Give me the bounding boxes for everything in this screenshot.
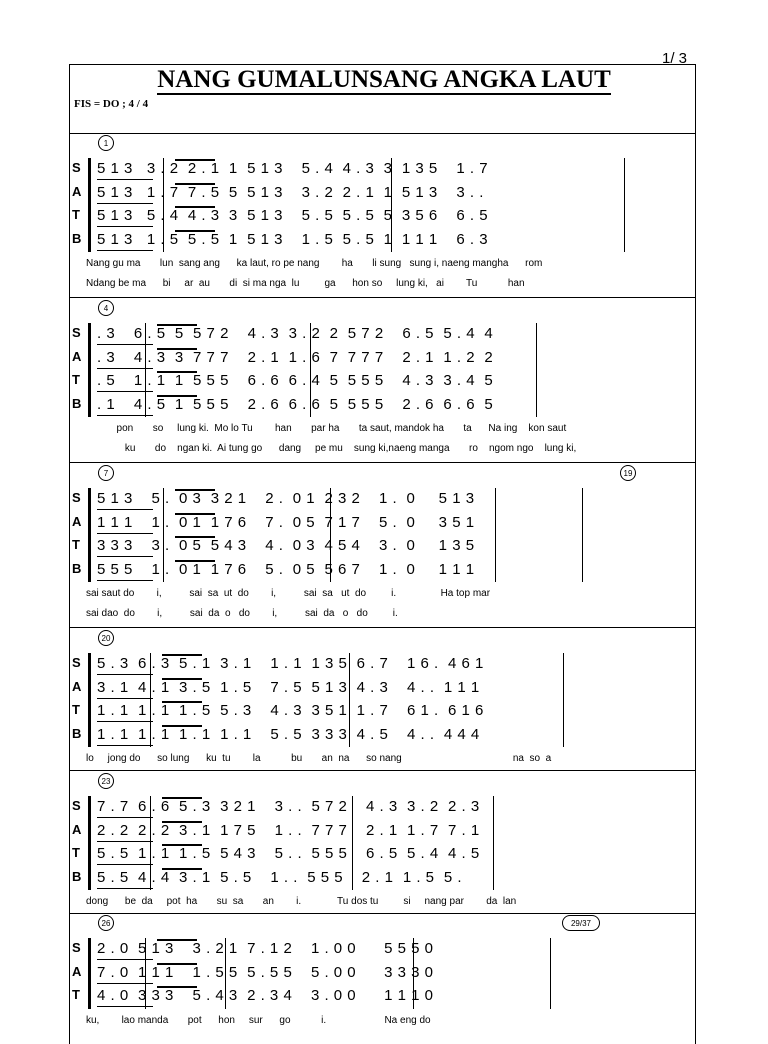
lyric-line: dong be da pot ha su sa an i. Tu dos tu si nang par da lan <box>86 896 517 907</box>
bar-line <box>582 488 583 582</box>
voice-label: S <box>72 490 81 505</box>
lyric-line: Ndang be ma bi ar au di si ma nga lu ga hon so lung ki, ai Tu han <box>86 278 525 289</box>
bar-line <box>352 796 353 890</box>
voice-notes: 2 . 0 5 1 3 3 . 2 1 7 . 1 2 1 . 0 0 5 5 5 0 <box>97 940 434 957</box>
beam-line <box>97 841 153 842</box>
beam-line <box>97 533 153 534</box>
voice-label: T <box>72 537 80 552</box>
lyric-line: sai saut do i, sai sa ut do i, sai sa ut do i. Ha top mar <box>86 588 491 599</box>
system-start-bar <box>88 323 91 417</box>
overline <box>157 939 197 941</box>
voice-label: T <box>72 987 80 1002</box>
system-start-bar <box>88 938 91 1009</box>
voice-label: T <box>72 207 80 222</box>
voice-notes: 7 . 7 6 . 6 5 . 3 3 2 1 3 . . 5 7 2 4 . 3 3 . 2 2 . 3 <box>97 798 480 815</box>
overline <box>157 395 197 397</box>
system-separator <box>69 133 696 134</box>
overline <box>175 560 215 562</box>
beam-line <box>97 509 153 510</box>
beam-line <box>97 864 153 865</box>
system-separator <box>69 627 696 628</box>
voice-notes: 2 . 2 2 . 2 3 . 1 1 7 5 1 . . 7 7 7 2 . 1 1 . 7 7 . 1 <box>97 821 480 839</box>
voice-label: S <box>72 655 81 670</box>
bar-line <box>145 938 146 1009</box>
system-start-bar <box>88 158 91 252</box>
overline <box>157 963 197 965</box>
voice-notes: 1 . 1 1 . 1 1 . 1 1 . 1 5 . 5 3 3 3 4 . 5 4 . . 4 4 4 <box>97 725 480 743</box>
lyric-line: Nang gu ma lun sang ang ka laut, ro pe nang ha li sung sung i, naeng mangha rom <box>86 258 543 269</box>
overline <box>175 489 215 491</box>
voice-label: B <box>72 560 82 576</box>
beam-line <box>97 721 153 722</box>
lyric-line: lo jong do so lung ku tu la bu an na so nang na so a <box>86 753 552 764</box>
bar-line <box>150 796 151 890</box>
song-title <box>0 66 768 94</box>
voice-notes: 5 . 3 6 . 3 5 . 1 3 . 1 1 . 1 1 3 5 6 . 7 1 6 . 4 6 1 <box>97 655 484 672</box>
voice-label: S <box>72 798 81 813</box>
beam-line <box>97 250 153 251</box>
overline <box>175 206 215 208</box>
bar-line <box>391 158 392 252</box>
measure-number: 20 <box>98 630 114 646</box>
voice-notes: 3 3 3 3 . 0 5 5 4 3 4 . 0 3 4 5 4 3 . 0 1 3 5 <box>97 537 475 554</box>
bar-line <box>330 488 331 582</box>
overline <box>175 513 215 515</box>
overline <box>162 725 202 727</box>
voice-notes: 5 1 3 1 . 5 5 . 5 1 5 1 3 1 . 5 5 . 5 1 1 1 1 6 . 3 <box>97 230 489 248</box>
overline <box>162 654 202 656</box>
lyric-line: pon so lung ki. Mo lo Tu han par ha ta saut, mandok ha ta Na ing kon saut <box>86 423 567 434</box>
bar-line <box>145 323 146 417</box>
measure-number: 7 <box>98 465 114 481</box>
voice-label: T <box>72 372 80 387</box>
lyric-line: ku, lao manda pot hon sur go i. Na eng do <box>86 1014 431 1026</box>
page-number: 1/ 3 <box>662 50 688 67</box>
bar-line <box>536 323 537 417</box>
voice-notes: 3 . 1 4 . 1 3 . 5 1 . 5 7 . 5 5 1 3 4 . 3 4 . . 1 1 1 <box>97 678 480 696</box>
bar-line <box>624 158 625 252</box>
voice-label: B <box>72 725 82 741</box>
beam-line <box>97 745 153 746</box>
voice-label: A <box>72 348 82 364</box>
measure-number: 1 <box>98 135 114 151</box>
song-title-text: NANG GUMALUNSANG ANGKA LAUT <box>157 66 611 93</box>
system-separator <box>69 770 696 771</box>
bar-line <box>163 158 164 252</box>
overline <box>157 324 197 326</box>
voice-notes: 5 1 3 5 . 4 4 . 3 3 5 1 3 5 . 5 5 . 5 5 3 5 6 6 . 5 <box>97 207 489 224</box>
bar-line <box>150 653 151 747</box>
voice-label: B <box>72 868 82 884</box>
voice-label: B <box>72 395 82 411</box>
voice-label: S <box>72 325 81 340</box>
beam-line <box>97 179 153 180</box>
overline <box>175 536 215 538</box>
lyric-line: ku do ngan ki. Ai tung go dang pe mu sung ki,naeng manga ro ngom ngo lung ki, <box>86 443 577 454</box>
voice-notes: 5 1 3 1 . 7 7 . 5 5 5 1 3 3 . 2 2 . 1 1 5 1 3 3 . . <box>97 183 484 201</box>
voice-notes: 4 . 0 3 3 3 5 . 4 3 2 . 3 4 3 . 0 0 1 1 1 0 <box>97 987 434 1004</box>
bar-line <box>413 938 414 1009</box>
voice-notes: 5 . 5 1 . 1 1 . 5 5 4 3 5 . . 5 5 5 6 . 5 5 . 4 4 . 5 <box>97 845 480 862</box>
voice-label: T <box>72 845 80 860</box>
bar-line <box>550 938 551 1009</box>
measure-number-secondary: 29/37 <box>562 915 600 931</box>
overline <box>175 159 215 161</box>
overline <box>157 371 197 373</box>
voice-label: S <box>72 940 81 955</box>
voice-label: S <box>72 160 81 175</box>
bar-line <box>225 938 226 1009</box>
beam-line <box>97 203 153 204</box>
voice-notes: 5 1 3 5 . 0 3 3 2 1 2 . 0 1 2 3 2 1 . 0 5 1 3 <box>97 490 475 507</box>
voice-notes: . 5 1 . 1 1 5 5 5 6 . 6 6 . 4 5 5 5 5 4 . 3 3 . 4 5 <box>97 372 494 389</box>
bar-line <box>310 323 311 417</box>
beam-line <box>97 674 153 675</box>
voice-notes: 5 . 5 4 . 4 3 . 1 5 . 5 1 . . 5 5 5 2 . 1 1 . 5 5 . <box>97 868 463 886</box>
beam-line <box>97 556 153 557</box>
key-signature: FIS = DO ; 4 / 4 <box>74 98 149 110</box>
measure-number-secondary: 19 <box>620 465 636 481</box>
overline <box>175 183 215 185</box>
voice-label: A <box>72 183 82 199</box>
overline <box>175 230 215 232</box>
beam-line <box>97 226 153 227</box>
voice-notes: . 3 6 . 5 5 5 7 2 4 . 3 3 . 2 2 5 7 2 6 . 5 5 . 4 4 <box>97 325 494 342</box>
overline <box>157 348 197 350</box>
bar-line <box>349 653 350 747</box>
overline <box>162 701 202 703</box>
beam-line <box>97 580 153 581</box>
voice-label: A <box>72 678 82 694</box>
overline <box>162 678 202 680</box>
voice-notes: . 3 4 . 3 3 7 7 7 2 . 1 1 . 6 7 7 7 7 2 . 1 1 . 2 2 <box>97 348 494 366</box>
voice-notes: 5 1 3 3 . 2 2 . 1 1 5 1 3 5 . 4 4 . 3 3 1 3 5 1 . 7 <box>97 160 489 177</box>
system-separator <box>69 462 696 463</box>
bar-line <box>495 488 496 582</box>
system-start-bar <box>88 488 91 582</box>
overline <box>162 821 202 823</box>
overline <box>162 868 202 870</box>
overline <box>162 797 202 799</box>
system-start-bar <box>88 796 91 890</box>
bar-line <box>163 488 164 582</box>
voice-notes: 1 1 1 1 . 0 1 1 7 6 7 . 0 5 7 1 7 5 . 0 3 5 1 <box>97 513 475 531</box>
measure-number: 26 <box>98 915 114 931</box>
beam-line <box>97 698 153 699</box>
measure-number: 23 <box>98 773 114 789</box>
beam-line <box>97 888 153 889</box>
voice-notes: 5 5 5 1 . 0 1 1 7 6 5 . 0 5 5 6 7 1 . 0 1 1 1 <box>97 560 475 578</box>
voice-label: A <box>72 513 82 529</box>
system-start-bar <box>88 653 91 747</box>
voice-notes: . 1 4 . 5 1 5 5 5 2 . 6 6 . 6 5 5 5 5 2 . 6 6 . 6 5 <box>97 395 494 413</box>
lyric-line: sai dao do i, sai da o do i, sai da o do i. <box>86 608 398 619</box>
beam-line <box>97 817 153 818</box>
bar-line <box>493 796 494 890</box>
overline <box>157 986 197 988</box>
voice-notes: 1 . 1 1 . 1 1 . 5 5 . 3 4 . 3 3 5 1 1 . 7 6 1 . 6 1 6 <box>97 702 484 719</box>
system-separator <box>69 297 696 298</box>
voice-label: T <box>72 702 80 717</box>
voice-label: A <box>72 821 82 837</box>
voice-label: B <box>72 230 82 246</box>
overline <box>162 844 202 846</box>
measure-number: 4 <box>98 300 114 316</box>
voice-notes: 7 . 0 1 1 1 1 . 5 5 5 . 5 5 5 . 0 0 3 3 3 0 <box>97 963 434 981</box>
bar-line <box>563 653 564 747</box>
voice-label: A <box>72 963 82 979</box>
system-separator <box>69 913 696 914</box>
